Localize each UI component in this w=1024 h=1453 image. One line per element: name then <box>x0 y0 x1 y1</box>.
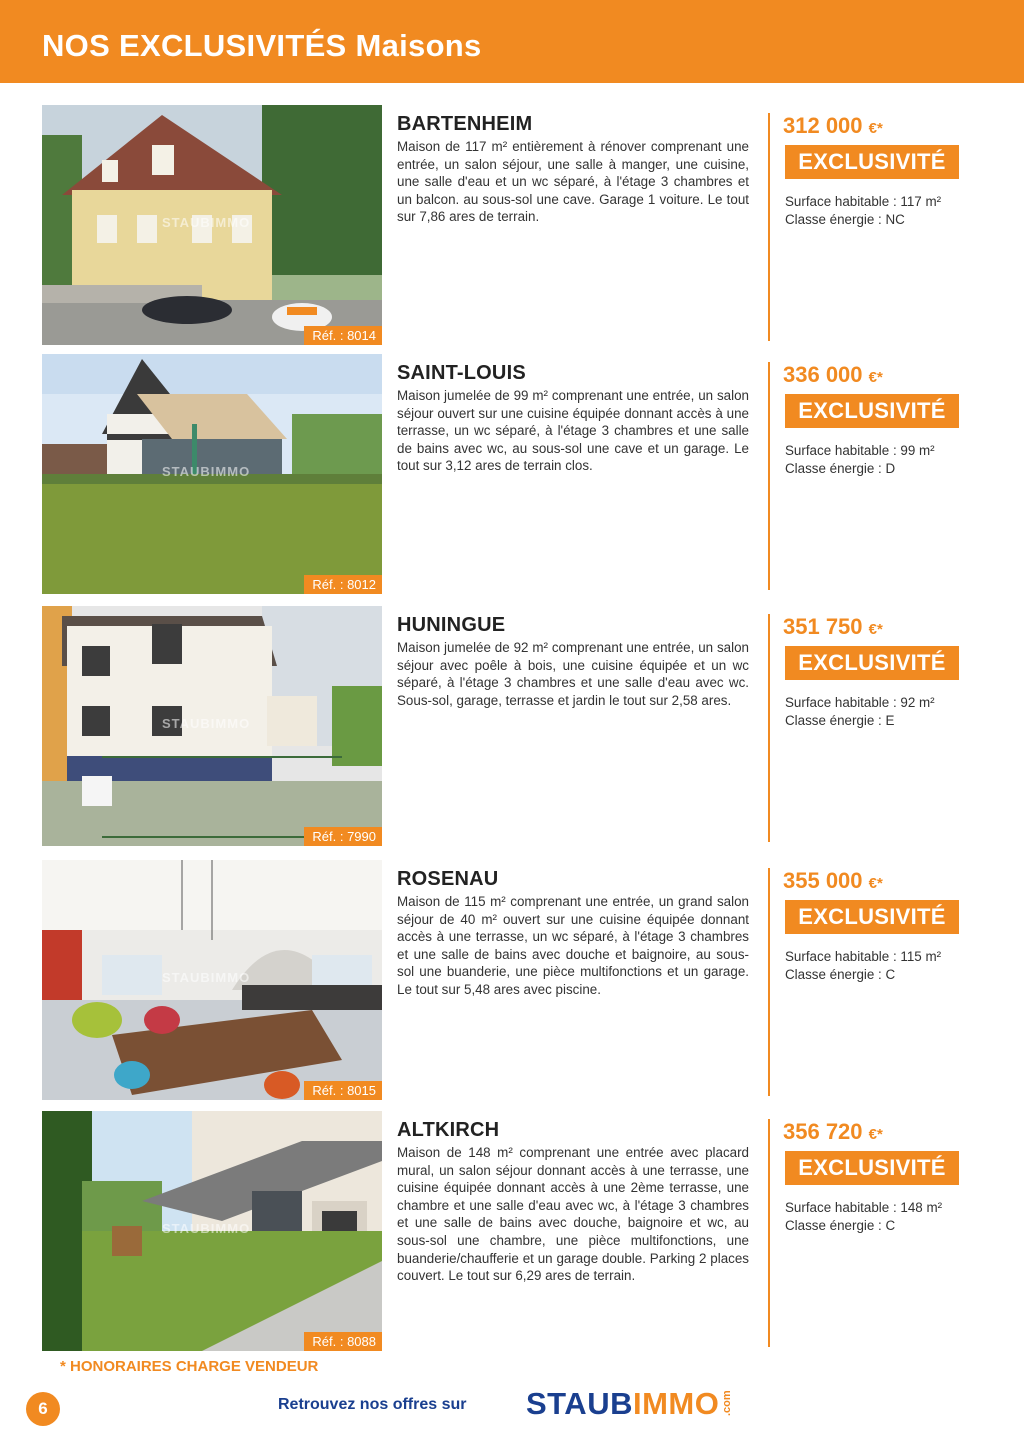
listing-ref: Réf. : 8015 <box>304 1081 382 1100</box>
listing-photo[interactable] <box>42 354 382 594</box>
listing-energy-class: Classe énergie : NC <box>785 212 905 227</box>
listing-price <box>783 614 883 640</box>
listing-energy-class: Classe énergie : D <box>785 461 896 476</box>
listing-price <box>783 362 883 388</box>
listing-divider <box>768 362 770 590</box>
listing-city: HUNINGUE <box>397 614 506 636</box>
logo-main-text: STAUB <box>526 1386 633 1421</box>
listing-city: ALTKIRCH <box>397 1119 500 1141</box>
listing-ref: Réf. : 8012 <box>304 575 382 594</box>
listing-card[interactable] <box>0 860 1024 1100</box>
listing-city: BARTENHEIM <box>397 113 533 135</box>
listing-price <box>783 113 883 139</box>
listing-card[interactable] <box>0 105 1024 345</box>
listing-photo[interactable] <box>42 860 382 1100</box>
listing-price-value: 312 000 <box>783 113 863 138</box>
photo-watermark: STAUBIMMO <box>162 1221 251 1236</box>
listing-description: Maison jumelée de 99 m² comprenant une entrée, un salon séjour ouvert sur une cuisine équipée donnant accès à une terrasse, un wc séparé, à l'étage 3 chambres et une salle de bains avec wc, au sous-sol une cave et un garage. Le tout sur 3,12 ares de terrain clos. <box>397 388 749 474</box>
exclusivity-badge: EXCLUSIVITÉ <box>785 145 959 179</box>
logo-suffix-text: .com <box>721 1390 733 1416</box>
listing-ref: Réf. : 8088 <box>304 1332 382 1351</box>
listing-description: Maison de 117 m² entièrement à rénover comprenant une entrée, un salon séjour, une salle à manger, une cuisine, une salle d'eau et un wc séparé, à l'étage 3 chambres et un balcon. au sous-sol une cave. Garage 1 voiture. Le tout sur 7,86 ares de terrain. <box>397 139 749 225</box>
listing-energy-class: Classe énergie : E <box>785 713 895 728</box>
listing-price-value: 351 750 <box>783 614 863 639</box>
exclusivity-badge: EXCLUSIVITÉ <box>785 646 959 680</box>
listing-description: Maison jumelée de 92 m² comprenant une entrée, un salon séjour avec poêle à bois, une cuisine équipée et un wc séparé, à l'étage 3 chambres et une salle d'eau avec wc. Sous-sol, garage, terrasse et jardin le tout sur 2,58 ares. <box>397 640 749 708</box>
listing-surface: Surface habitable : 148 m² <box>785 1200 943 1215</box>
exclusivity-badge: EXCLUSIVITÉ <box>785 900 959 934</box>
footer-tagline: Retrouvez nos offres sur <box>278 1396 467 1413</box>
page-title-main: NOS EXCLUSIVITÉS <box>42 28 347 63</box>
listing-price-suffix: €* <box>868 621 883 638</box>
listing-price <box>783 868 883 894</box>
listing-card[interactable] <box>0 606 1024 846</box>
listing-divider <box>768 1119 770 1347</box>
listing-photo[interactable] <box>42 105 382 345</box>
listing-energy-class: Classe énergie : C <box>785 1218 896 1233</box>
listing-city: ROSENAU <box>397 868 499 890</box>
listing-price <box>783 1119 883 1145</box>
exclusivity-badge: EXCLUSIVITÉ <box>785 394 959 428</box>
listing-price-suffix: €* <box>868 875 883 892</box>
logo-domain-suffix <box>721 1390 745 1424</box>
listing-price-value: 336 000 <box>783 362 863 387</box>
photo-watermark: STAUBIMMO <box>162 464 251 479</box>
listing-ref: Réf. : 8014 <box>304 326 382 345</box>
listing-price-value: 355 000 <box>783 868 863 893</box>
listing-ref: Réf. : 7990 <box>304 827 382 846</box>
listing-surface: Surface habitable : 115 m² <box>785 949 942 964</box>
listing-city: SAINT-LOUIS <box>397 362 526 384</box>
logo-accent-text: IMMO <box>632 1386 720 1421</box>
exclusivity-badge: EXCLUSIVITÉ <box>785 1151 959 1185</box>
staubimmo-logo[interactable] <box>526 1386 719 1422</box>
listing-divider <box>768 614 770 842</box>
listing-description: Maison de 115 m² comprenant une entrée, un grand salon séjour de 40 m² ouvert sur une cuisine équipée donnant accès à une terrasse, un wc séparé, à l'étage 3 chambres et une salle de bains avec douche et baignoire, au sous-sol une buanderie, une pièce multifonctions et un garage. Le tout sur 5,48 ares avec piscine. <box>397 894 749 997</box>
listing-divider <box>768 868 770 1096</box>
page-header <box>0 0 1024 83</box>
listing-card[interactable] <box>0 1111 1024 1351</box>
listing-price-suffix: €* <box>868 1126 883 1143</box>
page-number: 6 <box>26 1392 60 1426</box>
listing-photo[interactable] <box>42 606 382 846</box>
listing-price-suffix: €* <box>868 120 883 137</box>
listing-energy-class: Classe énergie : C <box>785 967 896 982</box>
listing-price-suffix: €* <box>868 369 883 386</box>
photo-watermark: STAUBIMMO <box>162 970 251 985</box>
listing-card[interactable] <box>0 354 1024 594</box>
listing-photo[interactable] <box>42 1111 382 1351</box>
listing-surface: Surface habitable : 99 m² <box>785 443 935 458</box>
listing-divider <box>768 113 770 341</box>
fees-footnote: * HONORAIRES CHARGE VENDEUR <box>60 1358 319 1375</box>
photo-watermark: STAUBIMMO <box>162 716 251 731</box>
listing-surface: Surface habitable : 92 m² <box>785 695 935 710</box>
listing-surface: Surface habitable : 117 m² <box>785 194 942 209</box>
photo-watermark: STAUBIMMO <box>162 215 251 230</box>
page-title-sub: Maisons <box>355 28 482 63</box>
page-title <box>42 28 482 64</box>
listing-price-value: 356 720 <box>783 1119 863 1144</box>
listing-description: Maison de 148 m² comprenant une entrée avec placard mural, un salon séjour donnant accès à une terrasse, une cuisine équipée donnant accès à une 2ème terrasse, une chambre et une salle d'eau avec wc, à l'étage 3 chambres et une salle de bains avec douche, baignoire et wc, au sous-sol une chambre, une pièce multifonctions, une buanderie/chaufferie et un garage double. Parking 2 places couvert. Le tout sur 6,29 ares de terrain. <box>397 1145 749 1284</box>
